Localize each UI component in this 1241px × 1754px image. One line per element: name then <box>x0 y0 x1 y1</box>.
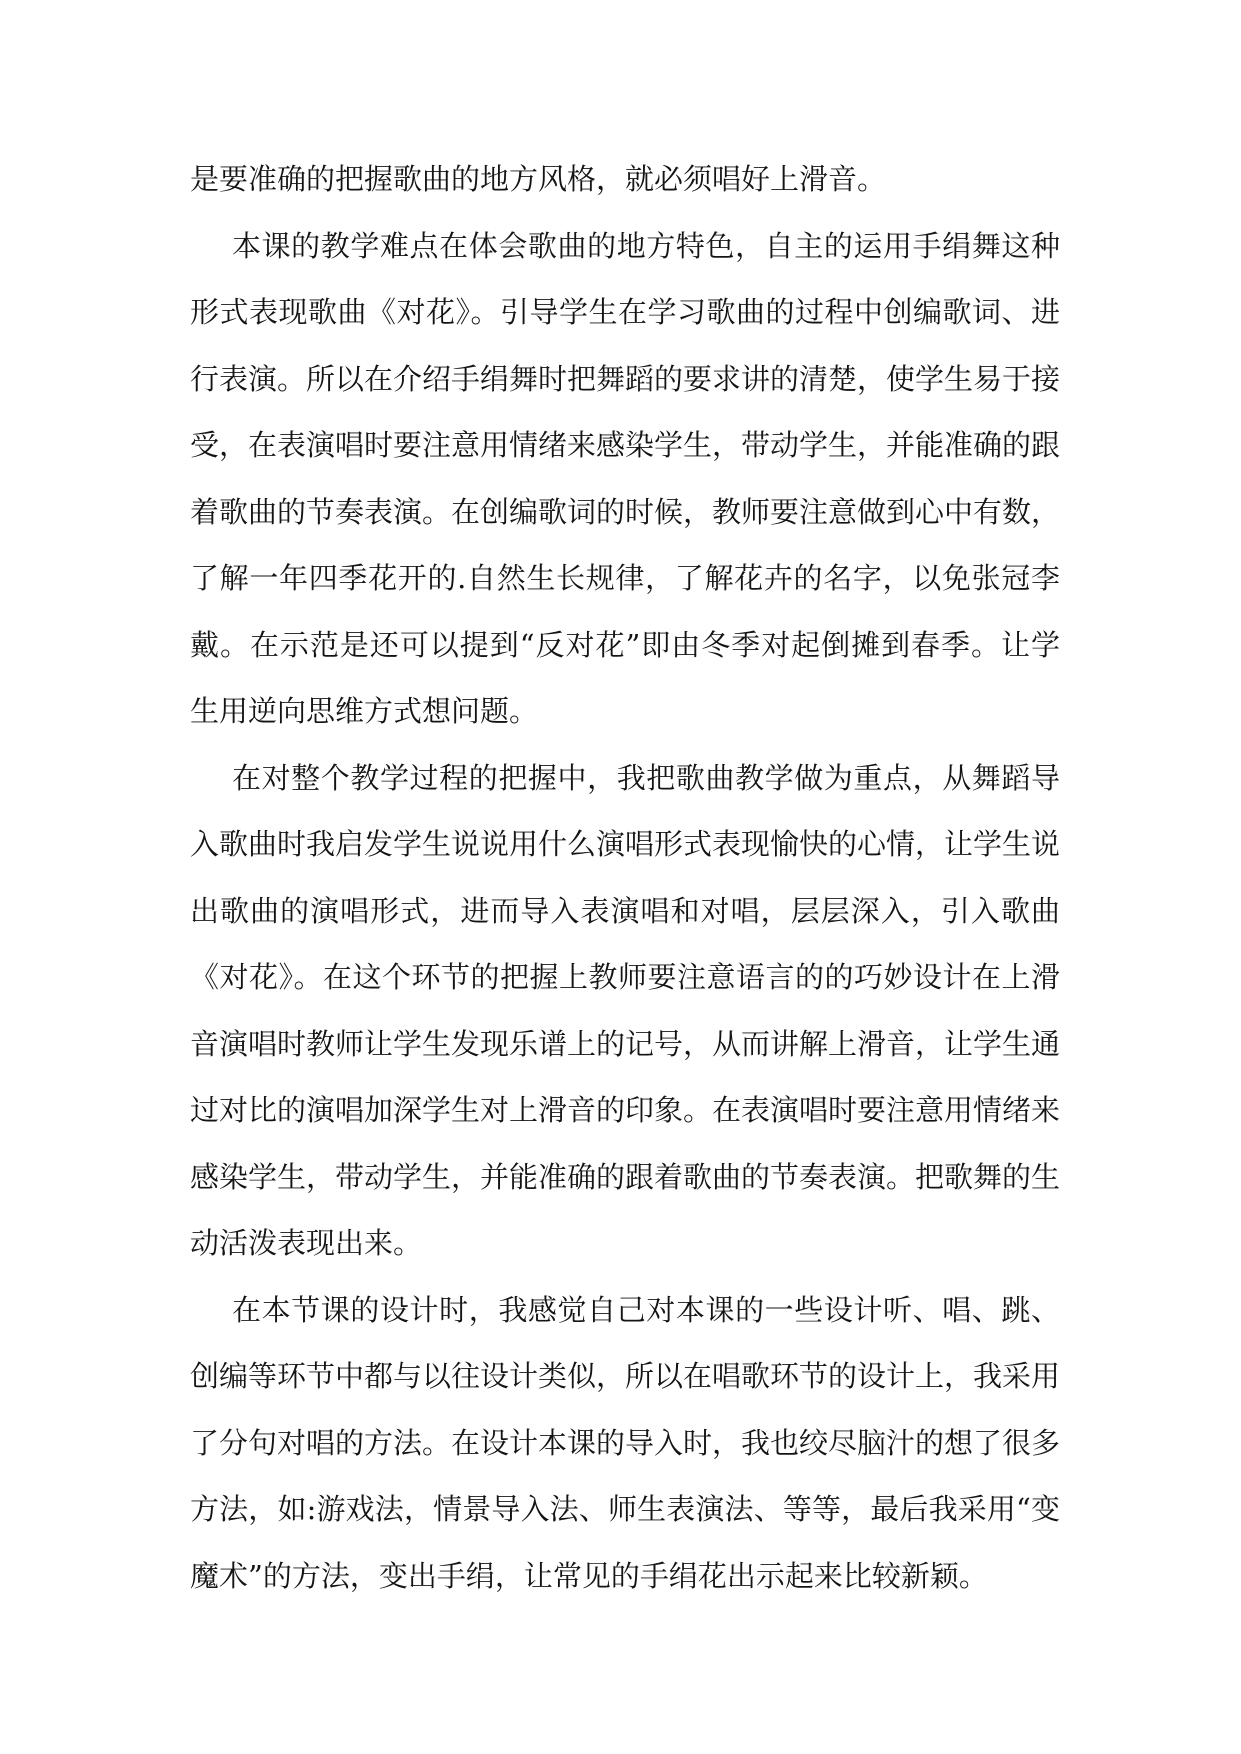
text-line: 音演唱时教师让学生发现乐谱上的记号，从而讲解上滑音，让学生通 <box>190 1026 1061 1061</box>
text-line: 创编等环节中都与以往设计类似，所以在唱歌环节的设计上，我采用 <box>190 1359 1061 1393</box>
text-line: 行表演。所以在介绍手绢舞时把舞蹈的要求讲的清楚，使学生易于接 <box>190 361 1061 396</box>
text-line: 过对比的演唱加深学生对上滑音的印象。在表演唱时要注意用情绪来 <box>190 1093 1061 1127</box>
text-line: 在本节课的设计时，我感觉自己对本课的一些设计听、唱、跳、 <box>232 1292 1060 1327</box>
text-line: 着歌曲的节奏表演。在创编歌词的时候，教师要注意做到心中有数， <box>190 494 1061 529</box>
text-line: 受，在表演唱时要注意用情绪来感染学生，带动学生，并能准确的跟 <box>190 428 1061 462</box>
text-line: 动活泼表现出来。 <box>190 1226 423 1260</box>
text-line: 了分句对唱的方法。在设计本课的导入时，我也绞尽脑汁的想了很多 <box>190 1425 1061 1460</box>
text-line: 《对花》。在这个环节的把握上教师要注意语言的的巧妙设计在上滑 <box>190 960 1060 994</box>
text-line: 在对整个教学过程的把握中，我把歌曲教学做为重点，从舞蹈导 <box>232 760 1060 795</box>
text-line: 生用逆向思维方式想问题。 <box>190 694 539 728</box>
text-line: 了解一年四季花开的.自然生长规律，了解花卉的名字，以免张冠李 <box>190 561 1060 595</box>
text-line: 魔术”的方法，变出手绢，让常见的手绢花出示起来比较新颖。 <box>190 1558 988 1593</box>
text-line: 感染学生，带动学生，并能准确的跟着歌曲的节奏表演。把歌舞的生 <box>190 1159 1061 1194</box>
document-body <box>190 146 1060 1609</box>
text-line: 形式表现歌曲《对花》。引导学生在学习歌曲的过程中创编歌词、进 <box>190 295 1060 329</box>
text-line: 方法，如:游戏法，情景导入法、师生表演法、等等，最后我采用“变 <box>190 1492 1060 1526</box>
text-line: 戴。在示范是还可以提到“反对花”即由冬季对起倒摊到春季。让学 <box>190 627 1060 662</box>
text-line: 本课的教学难点在体会歌曲的地方特色，自主的运用手绢舞这种 <box>232 228 1060 263</box>
text-line: 是要准确的把握歌曲的地方风格，就必须唱好上滑音。 <box>190 162 887 196</box>
text-line: 出歌曲的演唱形式，进而导入表演唱和对唱，层层深入，引入歌曲 <box>190 893 1060 928</box>
text-line: 入歌曲时我启发学生说说用什么演唱形式表现愉快的心情，让学生说 <box>190 827 1061 861</box>
